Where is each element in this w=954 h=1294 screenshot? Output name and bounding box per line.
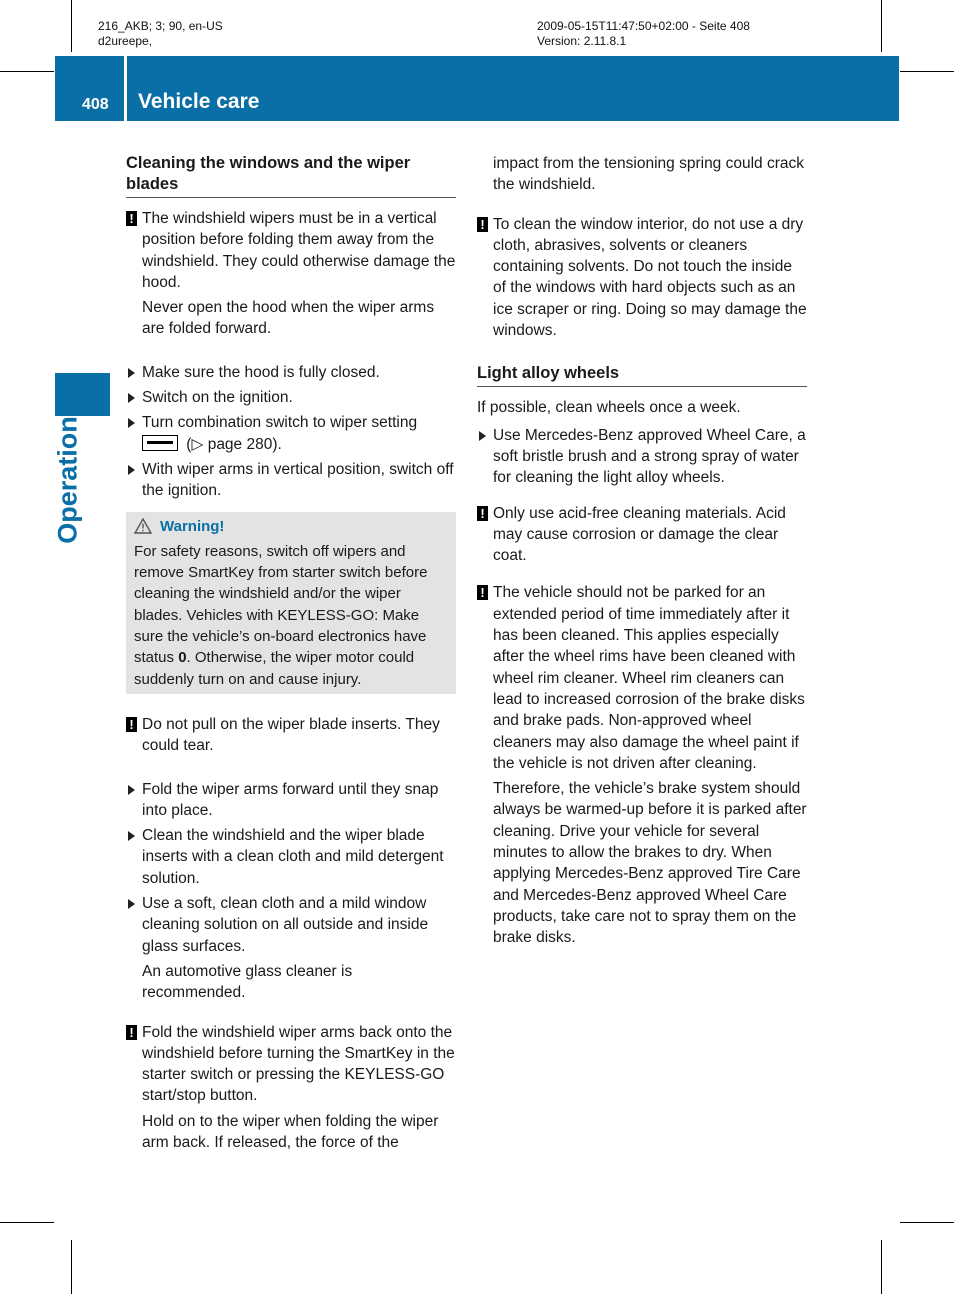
note-block [126, 714, 456, 757]
page-number: 408 [82, 96, 109, 113]
list-item [126, 825, 456, 889]
wiper-setting-symbol [142, 435, 178, 451]
crop-mark [71, 0, 72, 52]
warning-text [134, 541, 448, 690]
triangle-bullet-icon [128, 393, 135, 403]
header-divider [124, 56, 127, 121]
note-text: The vehicle should not be parked for an extended period of time immediately after it has been cleaned. This applies especially after the wheel rims have been cleaned with wheel rim cleaner. Wheel rim cleaners can lead to increased corrosion of the brake disks and brake pads. Non-approved wheel cleaners may also damage the wheel paint if the vehicle is not driven after cleaning. [493, 584, 805, 772]
left-column [126, 153, 456, 1167]
print-meta-left [98, 19, 223, 49]
note-text: impact from the tensioning spring could crack the windshield. [493, 155, 805, 194]
list-item-text-part: Turn combination switch to wiper setting [142, 414, 418, 432]
list-item [126, 362, 456, 383]
warning-header [134, 516, 448, 537]
status-value: 0 [178, 649, 187, 667]
list-item-text: Clean the windshield and the wiper blade inserts with a clean cloth and mild detergent solution. [142, 827, 444, 887]
section-heading: Light alloy wheels [477, 363, 807, 387]
crop-mark [881, 0, 882, 52]
section-heading: Cleaning the windows and the wiper blades [126, 153, 456, 198]
crop-mark [881, 1240, 882, 1294]
exclamation-icon: ! [126, 717, 137, 732]
list-item-text: Switch on the ignition. [142, 389, 293, 407]
list-item [126, 412, 456, 455]
section-title: Vehicle care [138, 90, 260, 113]
note-text: Hold on to the wiper when folding the wiper arm back. If released, the force of the [142, 1112, 439, 1151]
list-item-text: With wiper arms in vertical position, switch off the ignition. [142, 460, 454, 500]
note-block [477, 582, 807, 948]
print-meta-line: 2009-05-15T11:47:50+02:00 - Seite 408 [537, 19, 750, 33]
note-block [126, 1022, 456, 1154]
crop-mark [71, 1240, 72, 1294]
list-item-text: An automotive glass cleaner is recommended. [142, 962, 353, 1002]
triangle-bullet-icon [128, 418, 135, 428]
continued-text-block [477, 153, 807, 196]
list-item-text: Use Mercedes-Benz approved Wheel Care, a soft bristle brush and a strong spray of water for cleaning the light alloy wheels. [493, 426, 806, 487]
exclamation-icon: ! [126, 211, 137, 226]
right-column [477, 153, 807, 963]
side-tab-marker [55, 373, 110, 416]
note-block [126, 208, 456, 340]
list-item-text [142, 412, 456, 455]
list-item-text: Fold the wiper arms forward until they snap into place. [142, 780, 439, 819]
warning-title: Warning! [160, 517, 225, 535]
warning-box [126, 512, 456, 694]
list-item-text: Use a soft, clean cloth and a mild window cleaning solution on all outside and inside glass surfaces. [142, 895, 429, 955]
triangle-bullet-icon [128, 785, 135, 795]
print-meta-line: Version: 2.11.8.1 [537, 34, 627, 48]
note-text: To clean the window interior, do not use a dry cloth, abrasives, solvents or cleaners containing solvents. Do not touch the inside of the windows with hard objects such as an ice scraper or ring. Doing so may damage the windows. [493, 215, 807, 340]
triangle-bullet-icon [128, 899, 135, 909]
print-meta-line: 216_AKB; 3; 90, en-US [98, 19, 223, 33]
crop-mark [0, 1222, 54, 1223]
list-item [126, 893, 456, 1003]
print-meta-line: d2ureepe, [98, 34, 153, 48]
note-text: Fold the windshield wiper arms back onto the windshield before turning the SmartKey in the starter switch or pressing the KEYLESS-GO start/stop button. [142, 1023, 455, 1105]
note-text: Do not pull on the wiper blade inserts. They could tear. [142, 715, 440, 755]
crop-mark [900, 71, 954, 72]
list-item [126, 387, 456, 408]
intro-text: If possible, clean wheels once a week. [477, 399, 741, 417]
triangle-bullet-icon [479, 431, 486, 441]
list-item [126, 459, 456, 502]
exclamation-icon: ! [126, 1025, 137, 1040]
crop-mark [900, 1222, 954, 1223]
note-text: The windshield wipers must be in a vertical position before folding them away from the windshield. They could otherwise damage the hood. [142, 210, 456, 291]
note-text: Never open the hood when the wiper arms are folded forward. [142, 299, 435, 338]
print-meta-right [537, 19, 750, 49]
note-text: Only use acid-free cleaning materials. Acid may cause corrosion or damage the clear coat. [493, 504, 786, 565]
side-tab-label: Operation [52, 416, 83, 544]
list-item [477, 425, 807, 489]
triangle-bullet-icon [128, 368, 135, 378]
note-text: Therefore, the vehicle’s brake system should always be warmed-up before it is parked after cleaning. Drive your vehicle for several minutes to allow the brakes to dry. When applying Mercedes-Benz approved Tire Care and Mercedes-Benz approved Wheel Care products, take care not to spray them on the brake disks. [493, 780, 807, 947]
warning-triangle-icon [134, 518, 152, 534]
note-block [477, 214, 807, 342]
page-reference: (▷ page 280). [182, 435, 282, 453]
warning-text-part: . Otherwise, the wiper motor could suddenly turn on and cause injury. [134, 649, 415, 688]
list-item [126, 779, 456, 822]
triangle-bullet-icon [128, 831, 135, 841]
exclamation-icon: ! [477, 217, 488, 232]
crop-mark [0, 71, 54, 72]
exclamation-icon: ! [477, 506, 488, 521]
triangle-bullet-icon [128, 465, 135, 475]
list-item-text: Make sure the hood is fully closed. [142, 363, 380, 381]
exclamation-icon: ! [477, 585, 488, 600]
warning-text-part: For safety reasons, switch off wipers and remove SmartKey from starter switch before cleaning the windshield and/or the wiper blades. Vehicles with KEYLESS-GO: Make sure the vehicle’s on-board electronics have status [134, 542, 428, 667]
note-block [477, 503, 807, 567]
